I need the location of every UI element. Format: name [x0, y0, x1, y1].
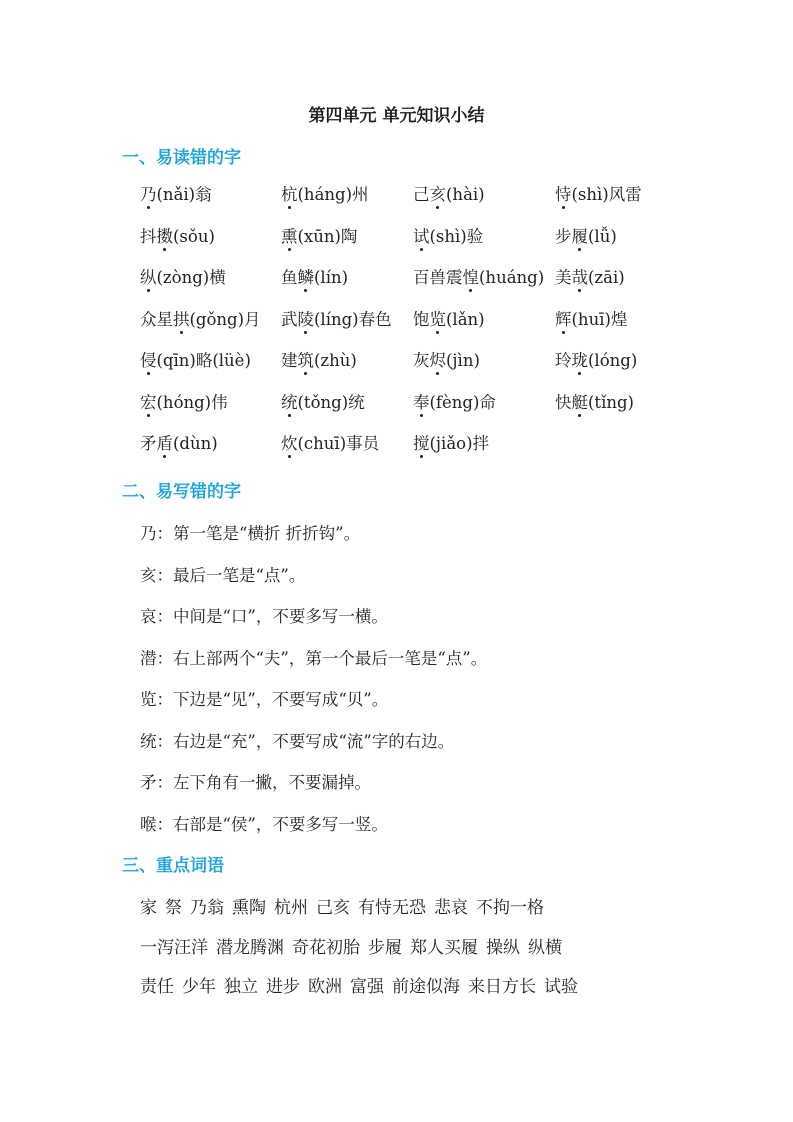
word-line	[140, 974, 586, 1014]
char-entry	[555, 348, 637, 374]
char-entry-pinyin: (tǒng)统	[297, 392, 365, 412]
char-entry-target: 惶	[462, 268, 479, 287]
section-heading-misread: 一、易读错的字	[122, 148, 241, 168]
char-entry-before: 鱼	[281, 268, 298, 287]
char-entry-pinyin: (xūn)陶	[297, 226, 358, 246]
char-entry-pinyin: (hóng)伟	[156, 392, 228, 412]
char-entry-target: 杭	[281, 185, 298, 204]
char-entry	[413, 307, 485, 333]
char-entry-target: 珑	[571, 351, 588, 370]
char-entry	[413, 348, 480, 374]
char-entry-pinyin: (chuī)事员	[297, 434, 380, 453]
writing-rule: 潜：右上部两个“夫”，第一个最后一笔是“点”。	[140, 648, 488, 668]
char-entry-pinyin: (qīn)略(lüè)	[156, 351, 251, 370]
char-entry-pinyin: (zòng)横	[156, 268, 226, 287]
page-title: 第四单元 单元知识小结	[308, 106, 485, 126]
char-entry-target: 烬	[429, 351, 446, 370]
key-word: 杭州	[274, 898, 308, 918]
char-entry	[140, 431, 218, 457]
char-entry	[555, 182, 642, 208]
char-entry-pinyin: (lín)	[314, 268, 349, 287]
char-entry-before: 饱	[413, 309, 430, 329]
key-word: 悲哀	[434, 898, 468, 918]
char-entry-pinyin: (líng)春色	[314, 309, 392, 329]
section-heading-miswritten: 二、易写错的字	[122, 482, 241, 502]
char-entry-before: 步	[555, 226, 572, 246]
char-entry-pinyin: (dùn)	[173, 434, 218, 453]
char-entry-before: 抖	[140, 226, 157, 246]
char-entry-before: 灰	[413, 351, 430, 370]
char-entry	[281, 224, 357, 250]
char-entry-pinyin: (huáng)	[479, 268, 545, 287]
key-word: 熏陶	[232, 898, 266, 918]
char-entry-pinyin: (nǎi)翁	[156, 185, 212, 204]
key-word: 乃翁	[190, 898, 224, 918]
key-words-list	[140, 895, 586, 1014]
key-word: 欧洲	[308, 977, 342, 997]
char-entry-pinyin: (shì)验	[429, 226, 484, 246]
char-entry	[555, 307, 627, 333]
char-entry	[413, 431, 489, 457]
char-entry-target: 炊	[281, 434, 298, 453]
key-word: 祭	[165, 898, 182, 918]
writing-rule: 乃：第一笔是“横折 折折钩”。	[140, 524, 361, 543]
char-entry	[413, 224, 483, 250]
section-heading-key-words: 三、重点词语	[122, 856, 224, 876]
writing-rule: 亥：最后一笔是“点”。	[140, 565, 306, 585]
char-entry-pinyin: (jìn)	[446, 351, 480, 370]
char-entry	[281, 348, 357, 374]
char-entry-target: 宏	[140, 392, 157, 412]
char-entry	[555, 224, 617, 250]
key-word: 纵横	[528, 937, 562, 958]
key-word: 有恃无恐	[358, 898, 426, 918]
char-entry-pinyin: (huī)煌	[571, 309, 628, 329]
char-entry-target: 奉	[413, 392, 430, 412]
word-line	[140, 935, 586, 975]
key-word: 富强	[350, 977, 384, 997]
char-entry-pinyin: (sǒu)	[173, 226, 215, 246]
char-entry-target: 鳞	[297, 268, 314, 287]
char-entry-target: 筑	[297, 351, 314, 370]
char-entry-target: 统	[281, 392, 298, 412]
char-entry-before: 矛	[140, 434, 157, 453]
char-entry	[413, 390, 496, 416]
char-entry-pinyin: (lǎn)	[446, 309, 485, 329]
char-entry-target: 艇	[571, 392, 588, 412]
char-entry	[140, 265, 226, 291]
writing-rule: 哀：中间是“口”，不要多写一横。	[140, 607, 388, 626]
char-entry	[413, 182, 485, 208]
key-word: 少年	[182, 977, 216, 997]
char-entry-before: 建	[281, 351, 298, 370]
writing-rule: 喉：右部是“侯”，不要多写一竖。	[140, 814, 388, 834]
char-entry-target: 览	[429, 309, 446, 329]
writing-rule: 览：下边是“见”，不要写成“贝”。	[140, 690, 389, 709]
char-entry-target: 熏	[281, 226, 298, 246]
char-entry	[413, 265, 544, 291]
char-entry-pinyin: (jiǎo)拌	[429, 434, 490, 453]
writing-rule: 统：右边是“充”，不要写成“流”字的右边。	[140, 731, 455, 751]
char-entry-before: 快	[555, 392, 572, 412]
char-entry-pinyin: (fèng)命	[429, 392, 496, 412]
char-entry-pinyin: (zāi)	[588, 268, 625, 287]
key-word: 操纵	[486, 937, 520, 958]
char-entry-before: 武	[281, 309, 298, 329]
char-entry-before: 美	[555, 268, 572, 287]
key-word: 步履	[368, 937, 402, 958]
char-entry	[140, 390, 228, 416]
char-entry-target: 盾	[156, 434, 173, 453]
char-entry-target: 纵	[140, 268, 157, 287]
char-entry-target: 辉	[555, 309, 572, 329]
char-entry	[281, 182, 369, 208]
char-entry-target: 试	[413, 226, 430, 246]
char-entry	[555, 265, 625, 291]
char-entry-pinyin: (gǒng)月	[189, 309, 261, 329]
char-entry-target: 恃	[555, 185, 572, 204]
char-entry-target: 搅	[413, 434, 430, 453]
char-entry-pinyin: (lǚ)	[588, 226, 617, 246]
key-word: 家	[140, 898, 157, 918]
key-word: 责任	[140, 977, 174, 997]
miswritten-rules-list	[140, 521, 487, 853]
char-entry-target: 擞	[156, 226, 173, 246]
key-word: 己亥	[316, 898, 350, 918]
char-entry	[281, 307, 392, 333]
key-word: 潜龙腾渊	[216, 937, 284, 958]
key-word: 不拘一格	[476, 898, 544, 918]
word-line	[140, 895, 586, 935]
key-word: 一泻汪洋	[140, 937, 208, 958]
char-entry	[140, 307, 261, 333]
char-entry	[281, 390, 365, 416]
key-word: 前途似海	[392, 977, 460, 997]
key-word: 进步	[266, 977, 300, 997]
key-word: 奇花初胎	[292, 937, 360, 958]
char-entry-target: 履	[571, 226, 588, 246]
char-entry-target: 拱	[173, 309, 190, 329]
char-entry-target: 乃	[140, 185, 157, 204]
key-word: 试验	[544, 977, 578, 997]
char-entry	[140, 224, 215, 250]
char-entry-target: 哉	[571, 268, 588, 287]
char-entry-before: 己	[413, 185, 430, 204]
char-entry-before: 玲	[555, 351, 572, 370]
key-word: 郑人买履	[410, 937, 478, 958]
key-word: 来日方长	[468, 977, 536, 997]
char-entry-before: 百兽震	[413, 268, 463, 287]
key-word: 独立	[224, 977, 258, 997]
char-entry-before: 众星	[140, 309, 173, 329]
writing-rule: 矛：左下角有一撇，不要漏掉。	[140, 773, 371, 792]
char-entry	[281, 431, 379, 457]
char-entry-pinyin: (shì)风雷	[571, 185, 642, 204]
char-entry	[281, 265, 348, 291]
char-entry	[140, 348, 251, 374]
char-entry-pinyin: (háng)州	[297, 185, 369, 204]
char-entry-target: 亥	[429, 185, 446, 204]
char-entry-pinyin: (lóng)	[588, 351, 638, 370]
char-entry	[555, 390, 634, 416]
char-entry-target: 侵	[140, 351, 157, 370]
char-entry-target: 陵	[297, 309, 314, 329]
char-entry-pinyin: (tǐng)	[588, 392, 634, 412]
char-entry-pinyin: (hài)	[446, 185, 485, 204]
char-entry	[140, 182, 212, 208]
char-entry-pinyin: (zhù)	[314, 351, 357, 370]
